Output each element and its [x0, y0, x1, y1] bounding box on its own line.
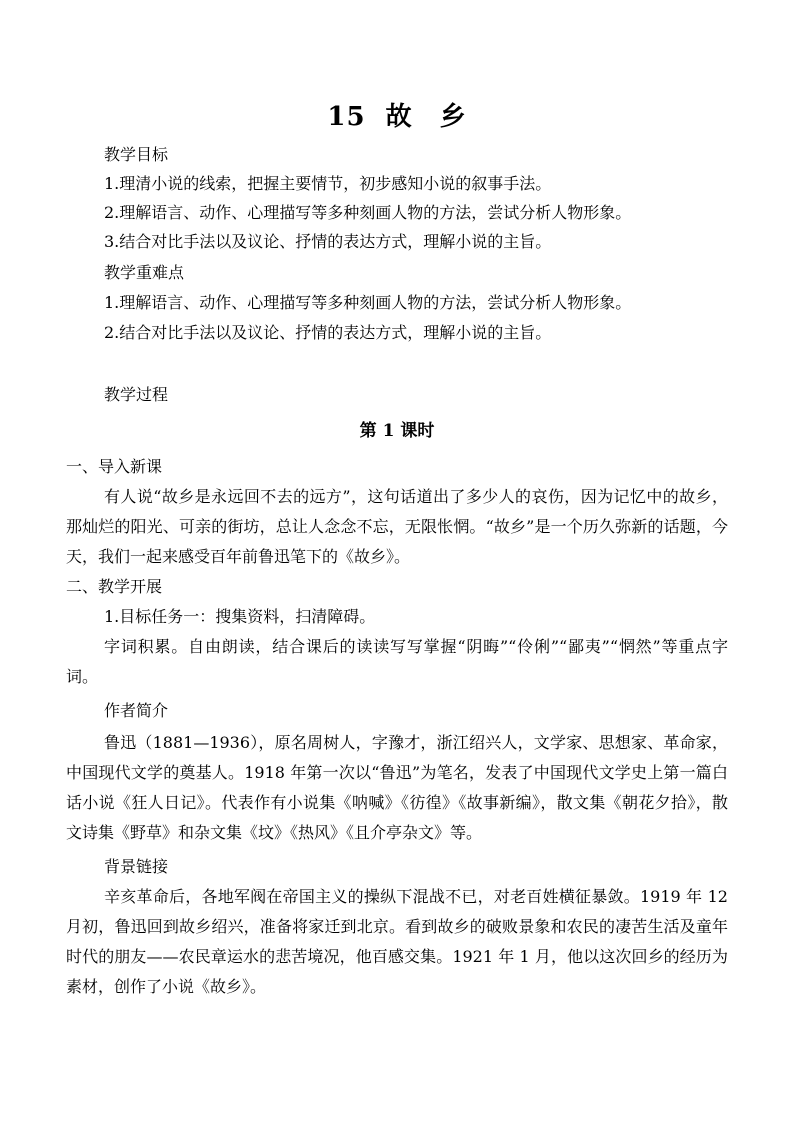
vocab-paragraph: 字词积累。自由朗读，结合课后的读读写写掌握“阴晦”“伶俐”“鄙夷”“惘然”等重点字词。 — [66, 637, 728, 686]
key-point-item: 1.理解语言、动作、心理描写等多种刻画人物的方法，尝试分析人物形象。 — [104, 293, 632, 312]
key-point-item: 2.结合对比手法以及议论、抒情的表达方式，理解小说的主旨。 — [104, 323, 552, 342]
background-heading: 背景链接 — [104, 857, 169, 876]
page-title: 15 故 乡 — [327, 102, 467, 132]
process-heading: 教学过程 — [104, 385, 169, 404]
lesson-heading: 第 1 课时 — [359, 421, 435, 441]
key-points-heading: 教学重难点 — [104, 263, 185, 282]
section-heading-intro: 一、导入新课 — [66, 457, 163, 476]
task-item: 1.目标任务一：搜集资料，扫清障碍。 — [104, 607, 376, 626]
author-paragraph: 鲁迅（1881—1936），原名周树人，字豫才，浙江绍兴人，文学家、思想家、革命家，中国现代文学的奠基人。1918 年第一次以“鲁迅”为笔名，发表了中国现代文学史上第一篇白话小说《狂人日记》。代表作有小说集《呐喊》《彷徨》《故事新编》，散文集《朝花夕拾》，散文诗集《野草》和杂文集《坟》《热风》《且介亭杂文》等。 — [66, 733, 728, 842]
background-paragraph: 辛亥革命后，各地军阀在帝国主义的操纵下混战不已，对老百姓横征暴敛。1919 年 12 月初，鲁迅回到故乡绍兴，准备将家迁到北京。看到故乡的破败景象和农民的凄苦生活及童年时代的朋友——农民章运水的悲苦境况，他百感交集。1921 年 1 月，他以这次回乡的经历为素材，创作了小说《故乡》。 — [66, 887, 728, 996]
objective-item: 3.结合对比手法以及议论、抒情的表达方式，理解小说的主旨。 — [104, 232, 552, 251]
objective-item: 1.理清小说的线索，把握主要情节，初步感知小说的叙事手法。 — [104, 174, 552, 193]
intro-paragraph: 有人说“故乡是永远回不去的远方”，这句话道出了多少人的哀伤，因为记忆中的故乡，那灿烂的阳光、可亲的街坊，总让人念念不忘，无限怅惘。“故乡”是一个历久弥新的话题，今天，我们一起来感受百年前鲁迅笔下的《故乡》。 — [66, 487, 728, 566]
objective-item: 2.理解语言、动作、心理描写等多种刻画人物的方法，尝试分析人物形象。 — [104, 203, 632, 222]
objectives-heading: 教学目标 — [104, 145, 169, 164]
author-heading: 作者简介 — [104, 701, 169, 720]
section-heading-teaching: 二、教学开展 — [66, 577, 163, 596]
